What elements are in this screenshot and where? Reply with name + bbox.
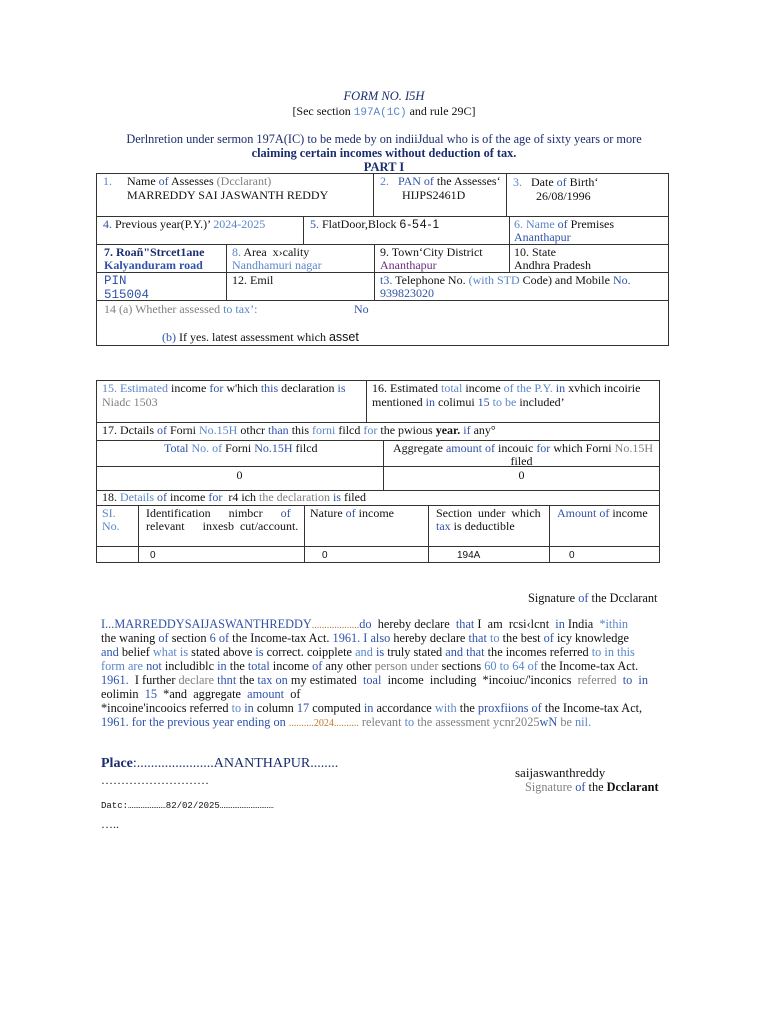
- f13-value: 939823020: [380, 286, 434, 300]
- section-ref-pre: [Sec section: [292, 104, 354, 118]
- f2-label: 2. PAN of the Assesses‘: [380, 174, 501, 188]
- f9-label: 9. Town‘City District: [380, 245, 483, 259]
- f16-label: 16. Estimated total income of the P.Y. in xvhich incoirie: [372, 381, 641, 395]
- f17-col2a: Aggregate amount of incouic for which Forni No.15H: [393, 441, 653, 455]
- declaration-heading-line1: Derlnretion under sermon 197A(IC) to be mede by on indiiJdual who is of the age of sixty years or more: [126, 132, 642, 146]
- declaration-line-2: the waning of section 6 of the Income-tax Act. 1961. I also hereby declare that to the best of icy knowledge: [101, 631, 630, 645]
- declaration-line-6: eolimin 15 *and aggregate amount of: [101, 687, 301, 701]
- section-reference: [0, 104, 768, 119]
- f12-label: 12. Emil: [232, 273, 274, 287]
- f16-sub: mentioned in colimui 15 to be included’: [372, 395, 565, 409]
- f18-h5a: Amount of income: [557, 506, 648, 520]
- f8-label: 8. Area x›cality: [232, 245, 310, 259]
- f18-row-identification: 0: [150, 550, 156, 561]
- f17-label: 17. Dctails of Forni No.15H othcr than this forni filcd for the pwious year. if any°: [102, 423, 496, 437]
- f17-value1: 0: [236, 468, 243, 482]
- f6-value: Ananthapur: [514, 230, 571, 244]
- f3-value: 26/08/1996: [536, 189, 591, 203]
- signature-name: saijaswanthreddy: [515, 765, 606, 780]
- declaration-heading-line2: claiming certain incomes without deduction of tax.: [251, 146, 517, 160]
- f18-h2a: Identification nimbcr of: [146, 506, 291, 520]
- declaration-line-7: *incoine'incooics referred to in column 17 computed in accordance with the proxfiions of the Income-tax Act,: [101, 701, 643, 715]
- declaration-line-4: form are not includiblc in the total income of any other person under sections 60 to 64 of the Income-tax Act.: [101, 659, 639, 673]
- f10-value: Andhra Pradesh: [514, 258, 591, 272]
- f17-col1: Total No. of Forni No.15H filcd: [164, 441, 318, 455]
- section-ref-post: and rule 29C]: [406, 104, 476, 118]
- f15-label: 15. Estimated income for w'hich this declaration is: [102, 381, 346, 395]
- f5-field: 5. FlatDoor,Block 6-54-1: [310, 217, 441, 231]
- f14a-value: No: [354, 302, 369, 316]
- date-line: Datc:…………………82/02/2025…………………………: [101, 801, 274, 811]
- f8-value: Nandhamuri nagar: [232, 258, 322, 272]
- place-dots: ………………………: [101, 773, 209, 787]
- signature-label-1: Signature of the Dcclarant: [528, 591, 658, 605]
- f11-label: PIN: [104, 274, 127, 288]
- f18-label: 18. Details of income for r4 ich the declaration is filed: [102, 490, 366, 504]
- f7-label: 7. Roañ"Strcet1ane: [104, 245, 205, 259]
- f13-label: t3. Telephone No. (with STD Code) and Mobile No.: [380, 273, 631, 287]
- f11-value: 515004: [104, 288, 150, 302]
- f6-label: 6. Name of Premises: [514, 217, 614, 231]
- date-dots: …..: [101, 817, 119, 831]
- f17-col2b: filed: [510, 454, 533, 468]
- f4-value: 2024-2025: [213, 217, 266, 231]
- f18-row-section: 194A: [457, 550, 481, 561]
- f14a-label: 14 (a) Whether assessed to tax’:: [104, 302, 258, 316]
- f1-label: Name of Assesses (Dcclarant): [127, 174, 272, 188]
- f5-value: 6-54-1: [399, 217, 441, 231]
- f4-field: 4. Previous year(P.Y.)’ 2024-2025: [103, 217, 266, 231]
- f1-number: 1.: [103, 174, 112, 188]
- f3-label: 3. Date of Birth‘: [513, 175, 599, 189]
- f18-h2b: relevant inxesb cut/account.: [146, 519, 299, 533]
- f9-value: Ananthapur: [380, 258, 437, 272]
- section-ref-code: 197A(1C): [353, 107, 407, 119]
- declaration-line-8: 1961. for the previous year ending on ..........2024.......... relevant to the assessment ycnr2025wN be nil.: [101, 715, 592, 729]
- place-line: Place:......................ANANTHAPUR........: [101, 756, 339, 771]
- f18-h1a: SI.: [102, 506, 116, 520]
- f14b-label: (b) If yes. latest assessment which asset: [162, 330, 359, 344]
- f15-sub: Niadc 1503: [102, 395, 158, 409]
- signature-label-2: Signature of the Dcclarant: [525, 780, 659, 794]
- f2-value: HIJPS2461D: [402, 188, 466, 202]
- f7-value: Kalyanduram road: [104, 258, 203, 272]
- f18-h4b: tax is deductible: [436, 519, 515, 533]
- form-title: FORM NO. I5H: [343, 89, 425, 103]
- f18-h3: Nature of income: [310, 506, 394, 520]
- f18-h1b: No.: [102, 519, 120, 533]
- f14b-value: asset: [328, 330, 359, 344]
- f10-label: 10. State: [514, 245, 556, 259]
- f18-row-amount: 0: [569, 550, 575, 561]
- f1-value: MARREDDY SAI JASWANTH REDDY: [127, 188, 329, 202]
- f17-value2: 0: [518, 468, 525, 482]
- declaration-line-1: I...MARREDDYSAIJASWANTHREDDY...................do hereby declare that I am rcsi‹lcnt in India *ithin: [101, 617, 629, 631]
- declaration-line-5: 1961. I further declare thnt the tax on my estimated toal income including *incoiuc/'inconics referred to in: [101, 673, 648, 687]
- f18-h4a: Section under which: [436, 506, 541, 520]
- f18-row-nature: 0: [322, 550, 328, 561]
- declaration-line-3: and belief what is stated above is correct. coipplete and is truly stated and that the incomes referred to in this: [101, 645, 635, 659]
- part-heading: PART I: [363, 160, 405, 174]
